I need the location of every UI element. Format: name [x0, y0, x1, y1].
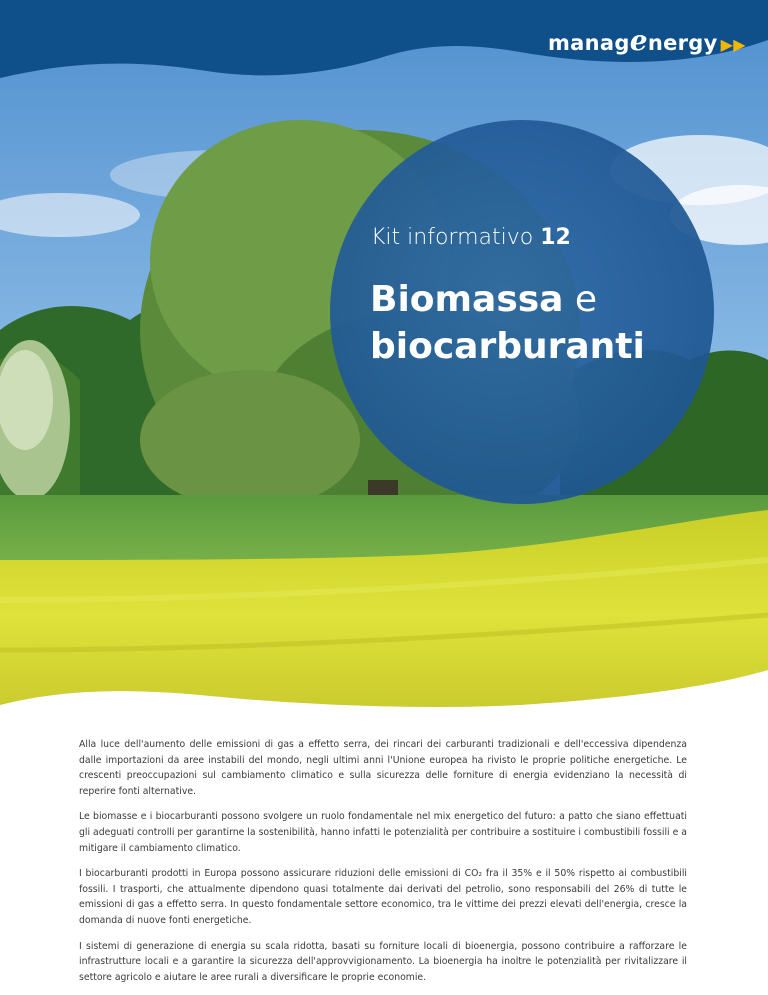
body-text: [79, 737, 687, 995]
managenergy-logo: [548, 24, 746, 57]
paragraph: I biocarburanti prodotti in Europa possono assicurare riduzioni delle emissioni di CO₂ fra il 35% e il 50% rispetto ai combustibili fossili. I trasporti, che attualmente dipendono quasi totalmente dai derivati del petrolio, sono responsabili del 26% di tutte le emissioni di gas a effetto serra. In questo fondamentale settore economico, tra le vittime dei prezzi elevati dell'energia, cresce la domanda di nuove fonti energetiche.: [79, 868, 687, 926]
paragraph: Le biomasse e i biocarburanti possono svolgere un ruolo fondamentale nel mix energetico del futuro: a patto che siano effettuati gli adeguati controlli per garantirne la sostenibilità, hanno infatti le potenzialità per contribuire a sostituire i combustibili fossili e a mitigare il cambiamento climatico.: [79, 811, 687, 854]
page-title: [370, 276, 645, 370]
kit-label: [371, 225, 571, 250]
title-word-biocarburanti: biocarburanti: [370, 326, 645, 367]
kit-label-text: Kit informativo: [371, 225, 534, 250]
photo-credit: Photo: ...: [752, 667, 758, 690]
logo-e: e: [629, 24, 648, 57]
title-word-biomassa: Biomassa: [370, 279, 564, 320]
logo-text: nergy: [647, 31, 718, 55]
logo-arrows-icon: ▶▶: [720, 35, 746, 54]
logo-text: manag: [548, 31, 630, 55]
paragraph: I sistemi di generazione di energia su scala ridotta, basati su forniture locali di bioenergia, possono contribuire a rafforzare le infrastrutture locali e a garantire la sicurezza dell'approvvigionamento. La bioenergia ha inoltre le potenzialità per rivitalizzare il settore agricolo e aiutare le aree rurali a diversificare le proprie economie.: [79, 940, 687, 983]
title-word-e: e: [574, 279, 598, 320]
kit-number: 12: [540, 225, 571, 250]
paragraph: Alla luce dell'aumento delle emissioni di gas a effetto serra, dei rincari dei carburanti tradizionali e dell'eccessiva dipendenza dalle importazioni da aree instabili del mondo, negli ultimi anni l'Unione europea ha rivisto le proprie politiche energetiche. Le crescenti preoccupazioni sul cambiamento climatico e sulla sicurezza delle forniture di energia evidenziano la necessità di reperire fonti alternative.: [79, 739, 687, 797]
